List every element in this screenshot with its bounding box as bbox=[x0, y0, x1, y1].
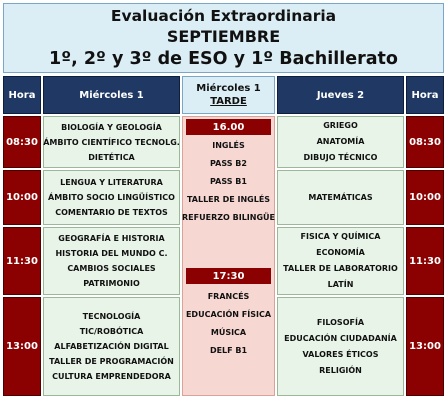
jueves-slot-3 bbox=[277, 227, 404, 295]
subject: DIETÉTICA bbox=[88, 152, 135, 162]
hour-left-1: 08:30 bbox=[3, 116, 41, 168]
title-line-1: Evaluación Extraordinaria bbox=[110, 7, 337, 25]
subject: VALORES ÉTICOS bbox=[302, 349, 379, 359]
subject: MATEMÁTICAS bbox=[308, 192, 373, 202]
title-line-2: SEPTIEMBRE bbox=[166, 27, 281, 46]
subject: PATRIMONIO bbox=[83, 279, 140, 288]
hour-right-2: 10:00 bbox=[406, 170, 444, 225]
subject: ALFABETIZACIÓN DIGITAL bbox=[54, 342, 169, 351]
tarde-block-2 bbox=[182, 288, 275, 360]
subject: HISTORIA DEL MUNDO C. bbox=[55, 249, 168, 258]
subject: INGLÉS bbox=[212, 141, 245, 150]
subject: ECONOMÍA bbox=[316, 248, 365, 257]
subject: FISICA Y QUÍMICA bbox=[300, 232, 381, 241]
subject: REFUERZO BILINGÜE bbox=[182, 213, 275, 222]
subject: CULTURA EMPRENDEDORA bbox=[52, 372, 171, 381]
miercoles-slot-2 bbox=[43, 170, 180, 225]
subject: ÁMBITO SOCIO LINGÜÍSTICO bbox=[48, 193, 175, 202]
subject: DELF B1 bbox=[209, 346, 248, 355]
jueves-slot-2 bbox=[277, 170, 404, 225]
miercoles-slot-4 bbox=[43, 297, 180, 396]
subject: TIC/ROBÓTICA bbox=[79, 327, 144, 336]
subject: BIOLOGÍA Y GEOLOGÍA bbox=[61, 122, 162, 132]
subject: ÁMBITO CIENTÍFICO TECNOLG. bbox=[43, 137, 180, 147]
miercoles-slot-3 bbox=[43, 227, 180, 295]
subject: GRIEGO bbox=[323, 121, 358, 130]
subject: PASS B2 bbox=[210, 159, 247, 168]
header-jueves: Jueves 2 bbox=[277, 76, 404, 114]
hour-right-1: 08:30 bbox=[406, 116, 444, 168]
subject: TALLER DE INGLÉS bbox=[186, 195, 271, 204]
tarde-time-2: 17:30 bbox=[186, 268, 271, 284]
tarde-block-1 bbox=[182, 137, 275, 227]
subject: COMENTARIO DE TEXTOS bbox=[55, 208, 168, 217]
subject: PASS B1 bbox=[210, 177, 247, 186]
subject: MÚSICA bbox=[210, 328, 247, 337]
subject: LENGUA Y LITERATURA bbox=[60, 178, 163, 187]
header-miercoles-tarde bbox=[182, 76, 275, 114]
subject: ANATOMÍA bbox=[316, 137, 365, 146]
hour-left-2: 10:00 bbox=[3, 170, 41, 225]
subject: FRANCÉS bbox=[207, 292, 250, 301]
tarde-time-1: 16.00 bbox=[186, 119, 271, 135]
hour-left-3: 11:30 bbox=[3, 227, 41, 295]
subject: CAMBIOS SOCIALES bbox=[67, 264, 156, 273]
subject: TALLER DE LABORATORIO bbox=[283, 264, 398, 273]
subject: FILOSOFÍA bbox=[316, 317, 365, 327]
jueves-slot-1 bbox=[277, 116, 404, 168]
subject: LATÍN bbox=[327, 280, 354, 289]
header-tarde-label: TARDE bbox=[210, 96, 247, 107]
subject: RELIGIÓN bbox=[319, 365, 362, 375]
miercoles-slot-1 bbox=[43, 116, 180, 168]
header-hora-right: Hora bbox=[406, 76, 444, 114]
header-miercoles: Miércoles 1 bbox=[43, 76, 180, 114]
hour-left-4: 13:00 bbox=[3, 297, 41, 396]
subject: EDUCACIÓN CIUDADANÍA bbox=[284, 333, 397, 343]
header-hora-left: Hora bbox=[3, 76, 41, 114]
hour-right-4: 13:00 bbox=[406, 297, 444, 396]
subject: DIBUJO TÉCNICO bbox=[303, 153, 378, 162]
jueves-slot-4 bbox=[277, 297, 404, 396]
schedule-title-box bbox=[3, 3, 444, 73]
subject: TECNOLOGÍA bbox=[82, 312, 141, 321]
subject: TALLER DE PROGRAMACIÓN bbox=[49, 357, 174, 366]
hour-right-3: 11:30 bbox=[406, 227, 444, 295]
subject: EDUCACIÓN FÍSICA bbox=[185, 310, 272, 319]
header-tarde-day: Miércoles 1 bbox=[196, 83, 261, 94]
title-line-3: 1º, 2º y 3º de ESO y 1º Bachillerato bbox=[49, 49, 398, 69]
subject: GEOGRAFÍA E HISTORIA bbox=[58, 234, 165, 243]
